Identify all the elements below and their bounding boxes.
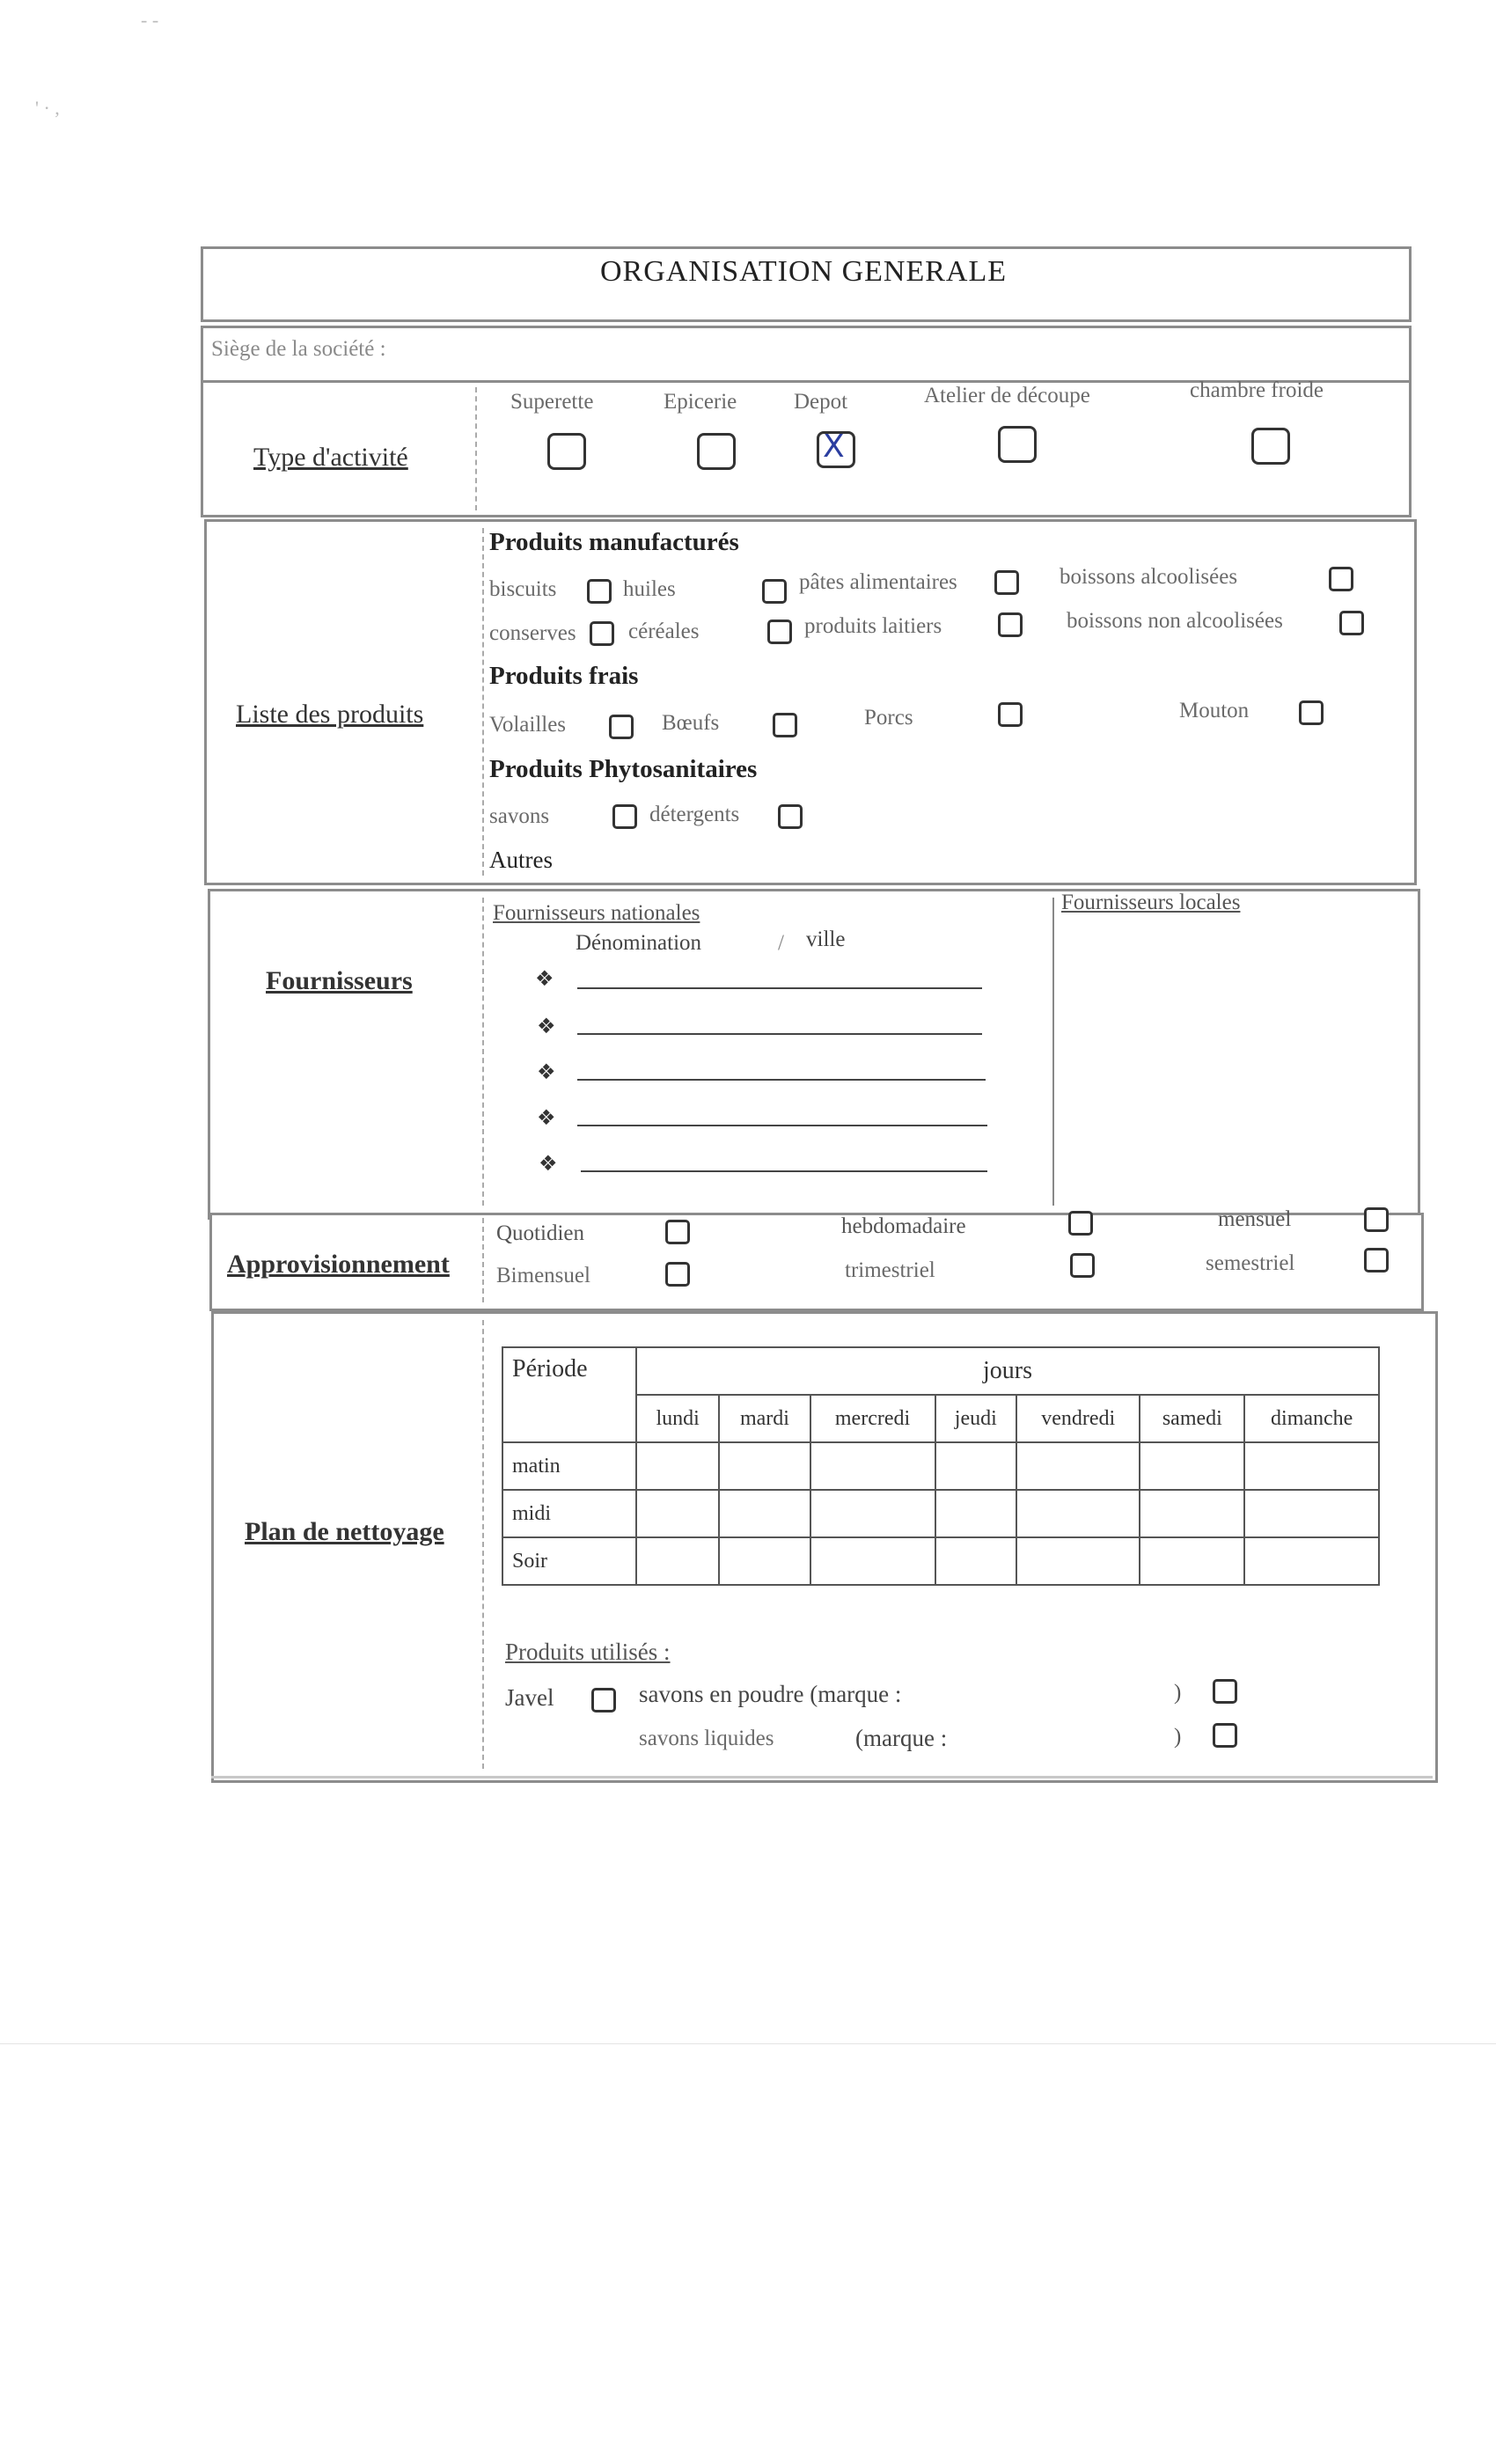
day-header: mardi [719, 1395, 810, 1442]
activite-label: Type d'activité [253, 443, 408, 472]
option-trimestriel: trimestriel [845, 1258, 935, 1282]
schedule-cell[interactable] [1140, 1442, 1244, 1490]
checkbox-javel[interactable] [591, 1688, 616, 1712]
checkbox-trimestriel[interactable] [1070, 1253, 1095, 1278]
day-header: samedi [1140, 1395, 1244, 1442]
checkbox-porcs[interactable] [998, 702, 1023, 727]
item-cereales: céréales [628, 620, 700, 643]
checkbox-huiles[interactable] [762, 579, 787, 604]
option-epicerie: Epicerie [664, 390, 737, 414]
option-semestriel: semestriel [1206, 1251, 1295, 1275]
schedule-cell[interactable] [935, 1537, 1017, 1585]
phyto-heading: Produits Phytosanitaires [489, 755, 758, 783]
schedule-cell[interactable] [1244, 1490, 1379, 1537]
col-separator: / [778, 931, 784, 955]
checkbox-boeufs[interactable] [773, 713, 797, 737]
table-row [502, 1537, 1379, 1585]
checkbox-biscuits[interactable] [587, 579, 612, 604]
item-savons-liquides: savons liquides [639, 1727, 774, 1750]
option-atelier: Atelier de découpe [924, 384, 1090, 407]
option-chambre-froide: chambre froide [1190, 378, 1324, 402]
checkbox-chambre-froide[interactable] [1251, 428, 1290, 465]
item-boissons-non-alcoolisees: boissons non alcoolisées [1067, 609, 1283, 633]
bullet-icon: ❖ [535, 966, 554, 991]
day-header: jeudi [935, 1395, 1017, 1442]
day-header: dimanche [1244, 1395, 1379, 1442]
period-label: midi [502, 1490, 636, 1537]
col-denomination: Dénomination [576, 931, 702, 955]
item-conserves: conserves [489, 621, 576, 645]
checkbox-quotidien[interactable] [665, 1220, 690, 1244]
fournisseur-line-4[interactable] [577, 1125, 987, 1126]
divider [482, 1320, 484, 1769]
schedule-cell[interactable] [810, 1490, 935, 1537]
schedule-cell[interactable] [1016, 1490, 1140, 1537]
checkbox-pates[interactable] [994, 570, 1019, 595]
item-porcs: Porcs [864, 706, 913, 730]
fournisseur-line-3[interactable] [577, 1079, 986, 1081]
scan-speck: - - [141, 9, 159, 31]
page-title: ORGANISATION GENERALE [599, 255, 1008, 288]
schedule-cell[interactable] [719, 1442, 810, 1490]
checkbox-boissons-non-alcoolisees[interactable] [1339, 611, 1364, 635]
fournisseur-line-1[interactable] [577, 987, 982, 989]
bullet-icon: ❖ [537, 1060, 556, 1084]
checkbox-epicerie[interactable] [697, 433, 736, 470]
item-produits-laitiers: produits laitiers [804, 614, 942, 638]
item-volailles: Volailles [489, 713, 567, 737]
produits-label: Liste des produits [236, 700, 424, 729]
item-javel: Javel [505, 1684, 554, 1711]
item-pates: pâtes alimentaires [799, 570, 957, 594]
col-ville: ville [806, 928, 846, 951]
period-label: matin [502, 1442, 636, 1490]
schedule-cell[interactable] [1244, 1442, 1379, 1490]
checkbox-savons-poudre[interactable] [1213, 1679, 1237, 1704]
check-x-icon: X [823, 429, 845, 465]
checkbox-cereales[interactable] [767, 620, 792, 644]
frais-heading: Produits frais [489, 662, 639, 690]
checkbox-mouton[interactable] [1299, 700, 1324, 725]
close-paren: ) [1174, 1681, 1182, 1705]
checkbox-semestriel[interactable] [1364, 1248, 1389, 1272]
day-header: lundi [636, 1395, 719, 1442]
schedule-cell[interactable] [1016, 1537, 1140, 1585]
checkbox-volailles[interactable] [609, 715, 634, 739]
schedule-cell[interactable] [810, 1442, 935, 1490]
item-detergents: détergents [649, 803, 740, 826]
table-row [502, 1442, 1379, 1490]
scan-speck: ' · , [35, 97, 60, 119]
autres-label: Autres [489, 847, 553, 873]
item-huiles: huiles [623, 577, 676, 601]
item-savons-poudre: savons en poudre (marque : [639, 1681, 902, 1707]
nationaux-heading: Fournisseurs nationales [493, 901, 700, 925]
item-boeufs: Bœufs [662, 711, 720, 735]
nettoyage-label: Plan de nettoyage [245, 1517, 444, 1546]
schedule-cell[interactable] [935, 1442, 1017, 1490]
option-superette: Superette [510, 390, 594, 414]
schedule-cell[interactable] [1244, 1537, 1379, 1585]
period-label: Soir [502, 1537, 636, 1585]
option-mensuel: mensuel [1218, 1207, 1292, 1231]
schedule-cell[interactable] [1140, 1537, 1244, 1585]
checkbox-conserves[interactable] [590, 621, 614, 646]
item-biscuits: biscuits [489, 577, 557, 601]
manufactures-heading: Produits manufacturés [489, 528, 739, 556]
schedule-cell[interactable] [636, 1442, 719, 1490]
divider [482, 898, 484, 1206]
bullet-icon: ❖ [537, 1014, 556, 1038]
checkbox-produits-laitiers[interactable] [998, 612, 1023, 637]
schedule-cell[interactable] [636, 1490, 719, 1537]
schedule-cell[interactable] [810, 1537, 935, 1585]
schedule-cell[interactable] [1016, 1442, 1140, 1490]
option-bimensuel: Bimensuel [496, 1264, 590, 1287]
schedule-cell[interactable] [719, 1490, 810, 1537]
schedule-cell[interactable] [636, 1537, 719, 1585]
option-depot: Depot [794, 390, 848, 414]
close-paren: ) [1174, 1725, 1182, 1749]
checkbox-superette[interactable] [547, 433, 586, 470]
checkbox-atelier[interactable] [998, 426, 1037, 463]
schedule-cell[interactable] [719, 1537, 810, 1585]
checkbox-bimensuel[interactable] [665, 1262, 690, 1287]
schedule-cell[interactable] [935, 1490, 1017, 1537]
bullet-icon: ❖ [537, 1105, 556, 1130]
divider [475, 387, 477, 510]
checkbox-detergents[interactable] [778, 804, 803, 829]
day-header: vendredi [1016, 1395, 1140, 1442]
item-mouton: Mouton [1179, 699, 1250, 722]
fournisseur-line-2[interactable] [577, 1033, 982, 1035]
option-quotidien: Quotidien [496, 1221, 584, 1245]
fournisseur-line-5[interactable] [581, 1170, 987, 1172]
scan-edge [211, 1776, 1433, 1778]
table-header-row [502, 1347, 1379, 1395]
cleaning-schedule-table [502, 1346, 1380, 1586]
checkbox-savons[interactable] [612, 804, 637, 829]
divider [482, 1218, 484, 1302]
day-header: mercredi [810, 1395, 935, 1442]
item-boissons-alcoolisees: boissons alcoolisées [1060, 565, 1238, 589]
marque-label: (marque : [855, 1725, 948, 1751]
jours-header: jours [636, 1347, 1379, 1395]
produits-utilises-heading: Produits utilisés : [505, 1639, 671, 1665]
bullet-icon: ❖ [539, 1151, 558, 1176]
checkbox-boissons-alcoolisees[interactable] [1329, 567, 1353, 591]
checkbox-depot[interactable] [817, 431, 855, 468]
item-savons: savons [489, 804, 550, 828]
periode-header: Période [502, 1347, 636, 1442]
schedule-cell[interactable] [1140, 1490, 1244, 1537]
scan-edge [0, 2043, 1496, 2044]
divider [482, 528, 484, 876]
option-hebdomadaire: hebdomadaire [841, 1214, 966, 1238]
checkbox-mensuel[interactable] [1364, 1207, 1389, 1232]
divider [1052, 898, 1054, 1206]
approvisionnement-label: Approvisionnement [227, 1250, 450, 1279]
fournisseurs-label: Fournisseurs [266, 966, 413, 995]
checkbox-savons-liquides[interactable] [1213, 1723, 1237, 1748]
siege-label: Siège de la société : [211, 337, 386, 361]
locaux-heading: Fournisseurs locales [1061, 891, 1241, 914]
checkbox-hebdomadaire[interactable] [1068, 1211, 1093, 1236]
table-row [502, 1490, 1379, 1537]
